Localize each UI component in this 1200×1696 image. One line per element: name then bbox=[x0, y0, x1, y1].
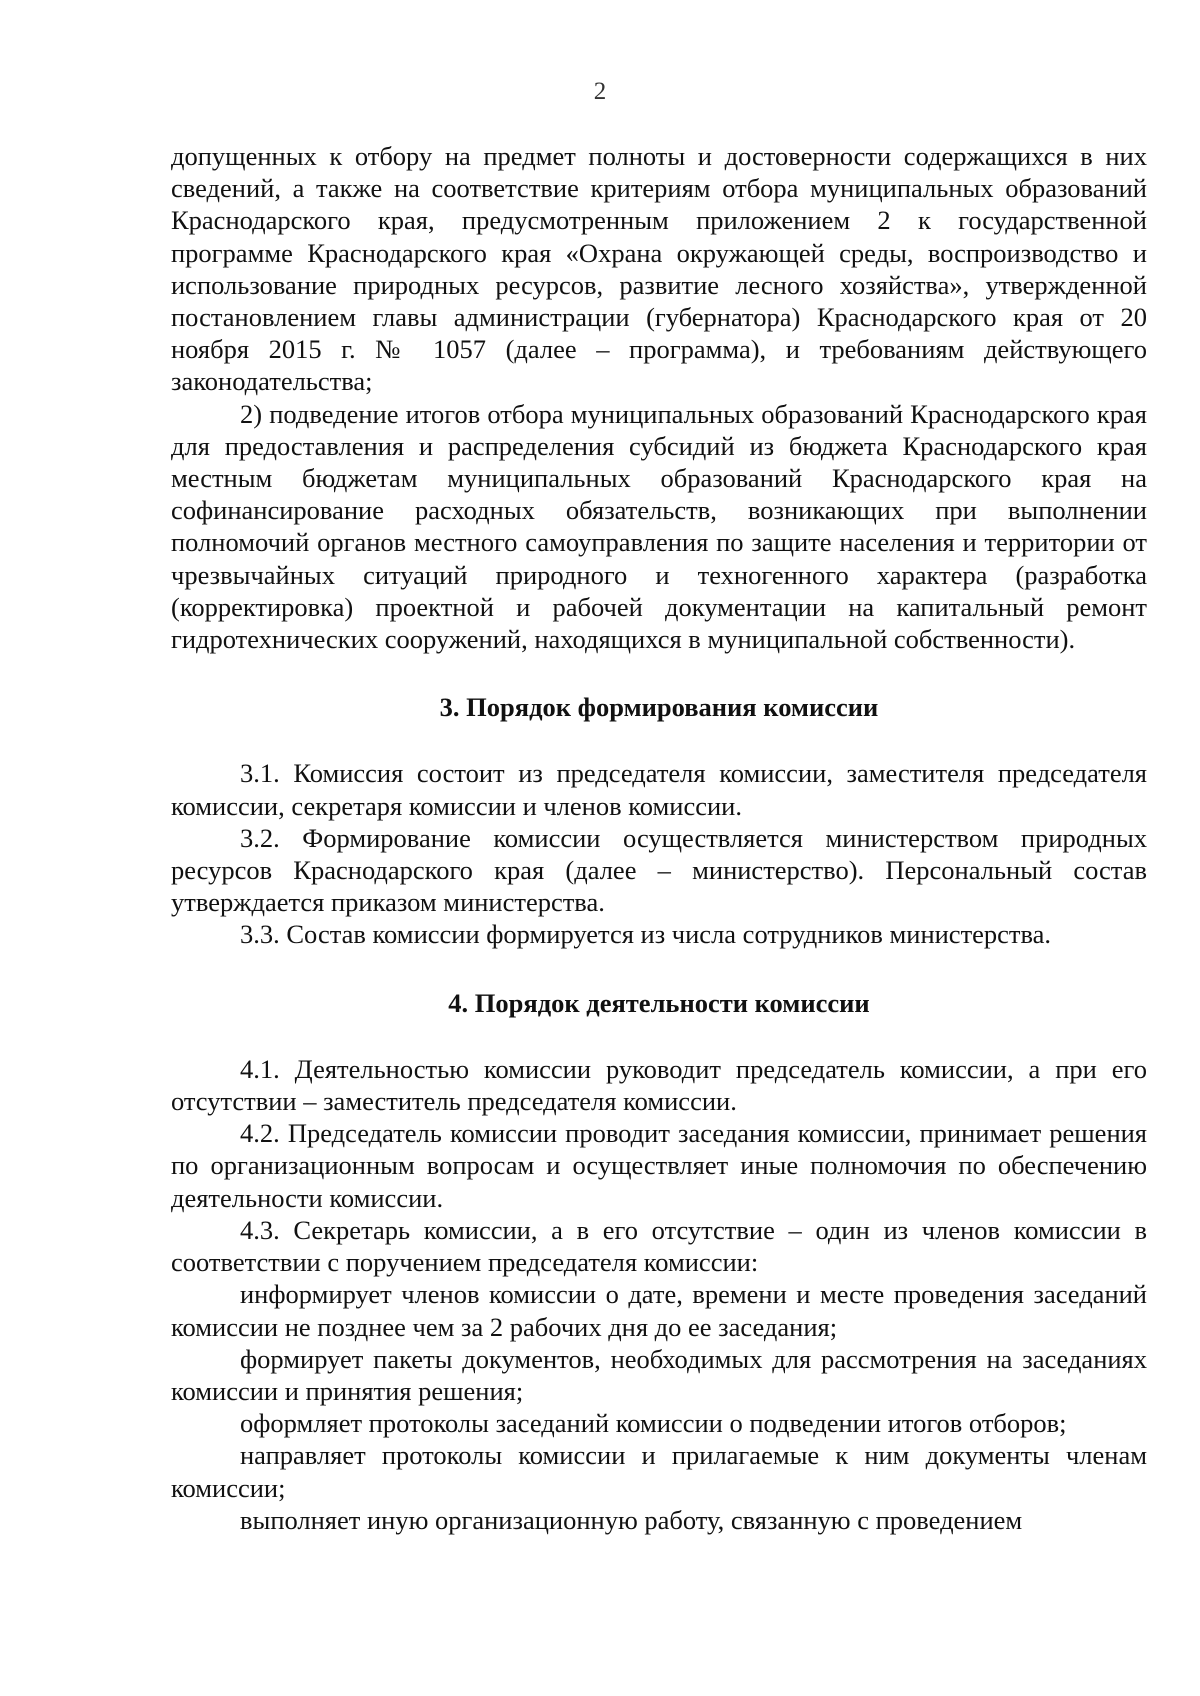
paragraph-4-3-duty-1: информирует членов комиссии о дате, времени и месте проведения заседаний комиссии не позднее чем за 2 рабочих дня до ее заседания; bbox=[171, 1279, 1147, 1342]
section-4-heading: 4. Порядок деятельности комиссии bbox=[448, 987, 870, 1018]
paragraph-4-3-duty-4: направляет протоколы комиссии и прилагаемые к ним документы членам комиссии; bbox=[171, 1440, 1147, 1503]
document-body bbox=[171, 140, 1147, 1536]
paragraph-3-1: 3.1. Комиссия состоит из председателя комиссии, заместителя председателя комиссии, секретаря комиссии и членов комиссии. bbox=[171, 758, 1147, 821]
paragraph-4-3-duty-5: выполняет иную организационную работу, связанную с проведением bbox=[240, 1504, 1023, 1535]
paragraph-4-3: 4.3. Секретарь комиссии, а в его отсутствие – один из членов комиссии в соответствии с поручением председателя комиссии: bbox=[171, 1214, 1147, 1278]
paragraph-3-3: 3.3. Состав комиссии формируется из числа сотрудников министерства. bbox=[240, 919, 1052, 950]
page-number: 2 bbox=[593, 78, 607, 105]
paragraph-item-2: 2) подведение итогов отбора муниципальных образований Краснодарского края для предоставления и распределения субсидий из бюджета Краснодарского края местным бюджетам муниципальных образований Краснодарского края на софинансирование расходных обязательств, возникающих при выполнении полномочий органов местного самоуправления по защите населения и территории от чрезвычайных ситуаций природного и техногенного характера (разработка (корректировка) проектной и рабочей документации на капитальный ремонт гидротехнических сооружений, находящихся в муниципальной собственности). bbox=[171, 398, 1147, 655]
paragraph-3-2: 3.2. Формирование комиссии осуществляется министерством природных ресурсов Краснодарского края (далее – министерство). Персональный состав утверждается приказом министерства. bbox=[171, 822, 1147, 918]
paragraph-continuation: допущенных к отбору на предмет полноты и достоверности содержащихся в них сведений, а также на соответствие критериям отбора муниципальных образований Краснодарского края, предусмотренным приложением 2 к государственной программе Краснодарского края «Охрана окружающей среды, воспроизводство и использование природных ресурсов, развитие лесного хозяйства», утвержденной постановлением главы администрации (губернатора) Краснодарского края от 20 ноября 2015 г. № 1057 (далее – программа), и требованиям действующего законодательства; bbox=[171, 141, 1147, 397]
paragraph-4-3-duty-2: формирует пакеты документов, необходимых для рассмотрения на заседаниях комиссии и принятия решения; bbox=[171, 1343, 1147, 1406]
section-3-heading: 3. Порядок формирования комиссии bbox=[439, 692, 879, 723]
paragraph-4-1: 4.1. Деятельностью комиссии руководит председатель комиссии, а при его отсутствии – заместитель председателя комиссии. bbox=[171, 1053, 1147, 1117]
paragraph-4-3-duty-3: оформляет протоколы заседаний комиссии о подведении итогов отборов; bbox=[240, 1408, 1067, 1439]
paragraph-4-2: 4.2. Председатель комиссии проводит заседания комиссии, принимает решения по организационным вопросам и осуществляет иные полномочия по обеспечению деятельности комиссии. bbox=[171, 1118, 1147, 1213]
